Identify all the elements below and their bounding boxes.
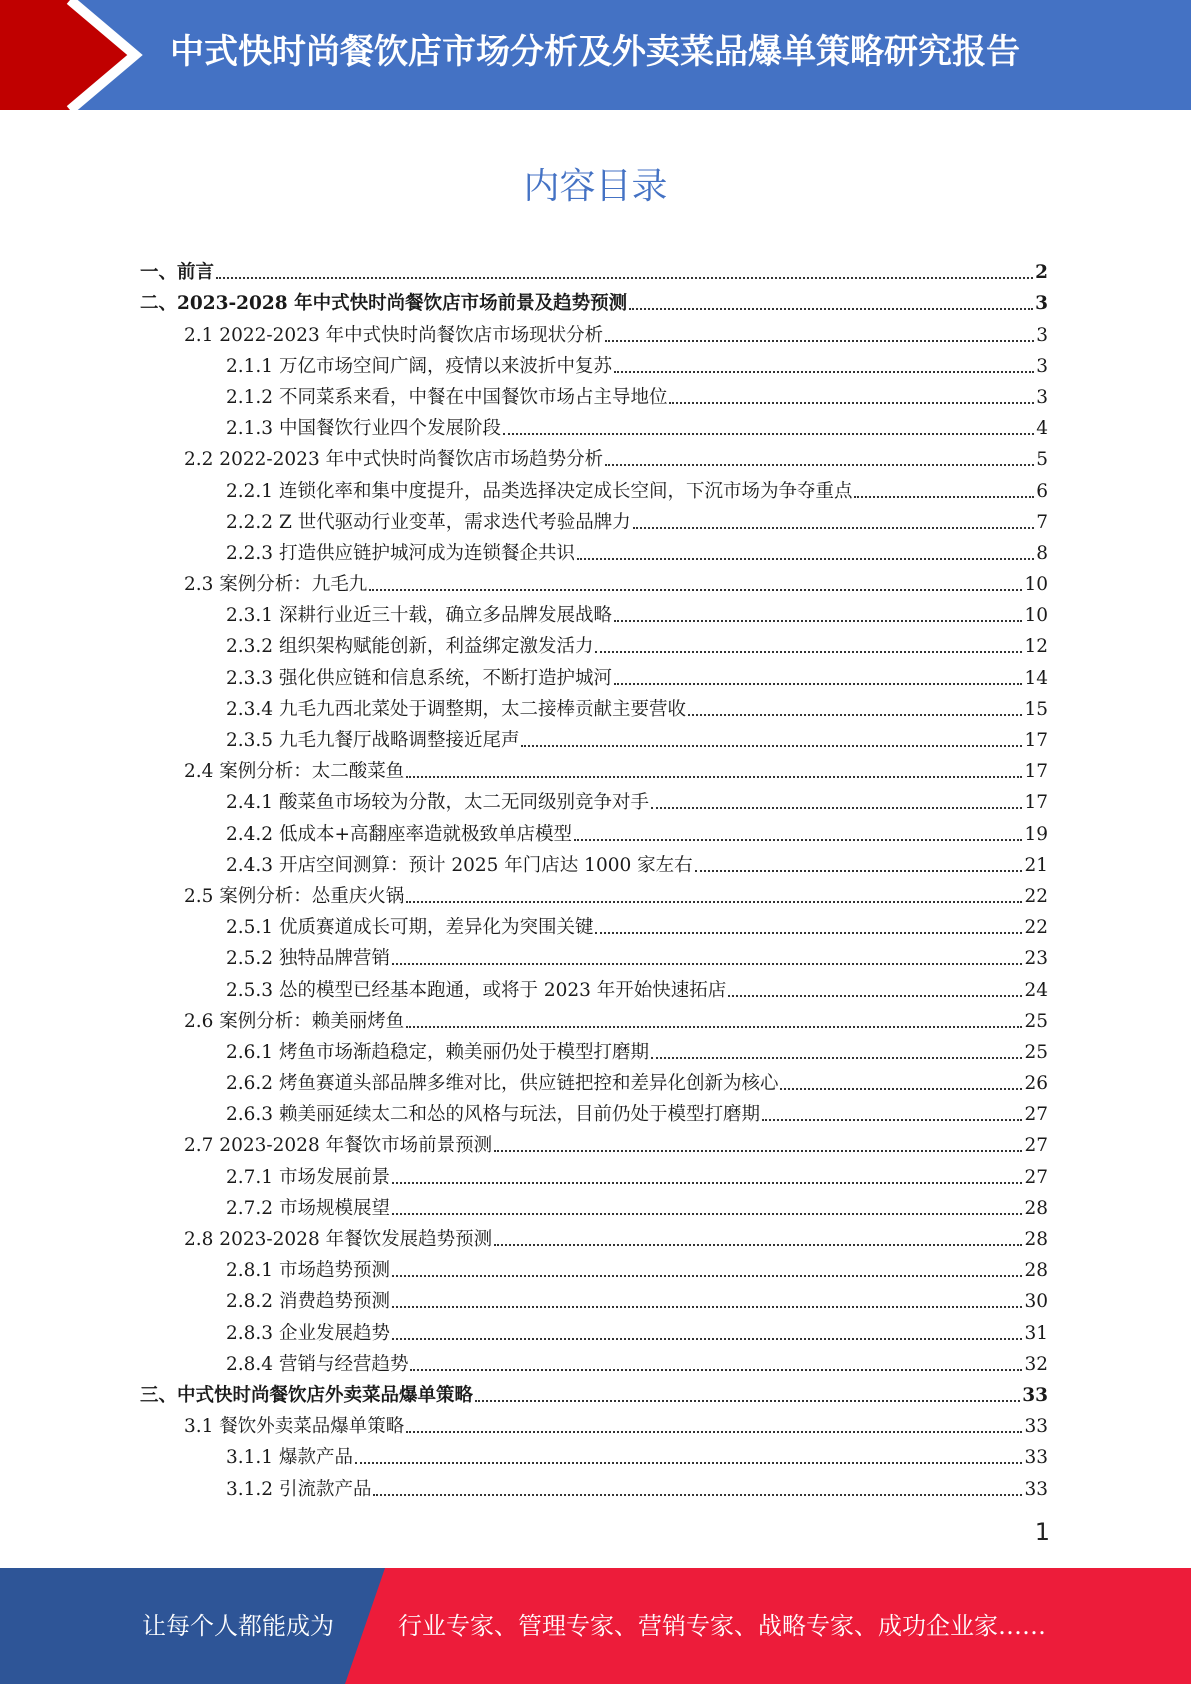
footer-slogan-left: 让每个人都能成为	[142, 1612, 334, 1640]
toc-entry[interactable]	[140, 971, 1048, 1002]
toc-entry-title: 2.3.3 强化供应链和信息系统，不断打造护城河	[226, 667, 612, 689]
toc-entry[interactable]	[140, 1470, 1048, 1501]
toc-entry-page: 27	[1024, 1104, 1048, 1126]
toc-entry[interactable]	[140, 940, 1048, 971]
toc-entry-title: 2.3.4 九毛九西北菜处于调整期，太二接棒贡献主要营收	[226, 698, 686, 720]
toc-leader-dots	[780, 1088, 1022, 1090]
toc-entry-page: 10	[1024, 574, 1048, 596]
toc-leader-dots	[577, 558, 1034, 560]
toc-entry[interactable]	[140, 1283, 1048, 1314]
toc-entry-page: 28	[1024, 1197, 1048, 1219]
toc-entry-page: 3	[1036, 324, 1048, 346]
toc-entry[interactable]	[140, 316, 1048, 347]
toc-entry[interactable]	[140, 535, 1048, 566]
toc-leader-dots	[392, 963, 1022, 965]
toc-leader-dots	[605, 340, 1034, 342]
toc-entry-title: 2.2.2 Z 世代驱动行业变革，需求迭代考验品牌力	[226, 511, 631, 533]
toc-leader-dots	[406, 901, 1022, 903]
toc-entry-title: 2.5 案例分析：怂重庆火锅	[184, 885, 405, 907]
toc-leader-dots	[410, 1369, 1022, 1371]
toc-entry[interactable]	[140, 659, 1048, 690]
toc-leader-dots	[695, 870, 1023, 872]
toc-leader-dots	[595, 932, 1022, 934]
toc-entry-title: 2.3.1 深耕行业近三十载，确立多品牌发展战略	[226, 605, 612, 627]
toc-entry[interactable]	[140, 722, 1048, 753]
toc-leader-dots	[614, 620, 1022, 622]
toc-entry-page: 28	[1024, 1229, 1048, 1250]
toc-entry-title: 3.1 餐饮外卖菜品爆单策略	[184, 1416, 405, 1438]
toc-entry-page: 4	[1036, 418, 1048, 440]
toc-entry[interactable]	[140, 628, 1048, 659]
toc-entry[interactable]	[140, 254, 1048, 285]
toc-entry[interactable]	[140, 691, 1048, 722]
toc-entry[interactable]	[140, 1346, 1048, 1377]
toc-entry[interactable]	[140, 1190, 1048, 1221]
toc-entry[interactable]	[140, 878, 1048, 909]
toc-entry[interactable]	[140, 1003, 1048, 1034]
toc-entry-page: 19	[1024, 823, 1048, 845]
toc-entry-page: 3	[1036, 386, 1048, 408]
footer-slogan-right: 行业专家、管理专家、营销专家、战略专家、成功企业家……	[398, 1612, 1046, 1640]
toc-entry[interactable]	[140, 1127, 1048, 1158]
toc-entry-page: 25	[1024, 1010, 1048, 1032]
toc-heading: 内容目录	[523, 166, 668, 207]
toc-leader-dots	[494, 1244, 1022, 1246]
toc-entry-title: 2.4.2 低成本+高翻座率造就极致单店模型	[226, 823, 572, 845]
toc-entry-page: 17	[1024, 761, 1048, 783]
toc-entry[interactable]	[140, 784, 1048, 815]
toc-leader-dots	[494, 1150, 1022, 1152]
toc-entry-title: 2.1.2 不同菜系来看，中餐在中国餐饮市场占主导地位	[226, 386, 668, 408]
toc-entry[interactable]	[140, 348, 1048, 379]
toc-leader-dots	[688, 714, 1022, 716]
toc-leader-dots	[651, 807, 1022, 809]
toc-entry-page: 30	[1024, 1291, 1048, 1313]
toc-entry[interactable]	[140, 441, 1048, 472]
toc-entry-title: 2.8.4 营销与经营趋势	[226, 1353, 409, 1375]
toc-entry-page: 5	[1036, 449, 1048, 471]
toc-entry-title: 三、中式快时尚餐饮店外卖菜品爆单策略	[140, 1384, 474, 1406]
page-number: 1	[1034, 1518, 1050, 1546]
toc-entry-page: 10	[1024, 605, 1048, 627]
toc-entry[interactable]	[140, 909, 1048, 940]
toc-entry-page: 8	[1036, 542, 1048, 564]
toc-entry[interactable]	[140, 472, 1048, 503]
toc-leader-dots	[605, 464, 1034, 466]
toc-entry-page: 33	[1024, 1447, 1048, 1469]
toc-entry-page: 22	[1024, 917, 1048, 939]
toc-entry-title: 3.1.2 引流款产品	[226, 1478, 372, 1500]
toc-entry-page: 27	[1024, 1135, 1048, 1157]
toc-leader-dots	[406, 1026, 1022, 1028]
toc-leader-dots	[633, 527, 1035, 529]
toc-entry-title: 2.3.5 九毛九餐厅战略调整接近尾声	[226, 730, 520, 751]
toc-entry-page: 12	[1024, 636, 1048, 658]
toc-entry-title: 2.4.1 酸菜鱼市场较为分散，太二无同级别竞争对手	[226, 792, 649, 814]
toc-entry-title: 2.1.3 中国餐饮行业四个发展阶段	[226, 418, 501, 440]
toc-entry-title: 2.5.1 优质赛道成长可期，差异化为突围关键	[226, 917, 594, 939]
toc-entry-title: 2.7 2023-2028 年餐饮市场前景预测	[184, 1135, 493, 1157]
toc-entry[interactable]	[140, 285, 1048, 316]
toc-entry-page: 27	[1024, 1166, 1048, 1188]
toc-entry[interactable]	[140, 1034, 1048, 1065]
toc-entry-page: 32	[1024, 1353, 1048, 1375]
toc-entry-page: 15	[1024, 698, 1048, 720]
toc-entry[interactable]	[140, 1252, 1048, 1283]
toc-leader-dots	[728, 995, 1022, 997]
toc-entry-page: 14	[1024, 667, 1048, 689]
header-banner	[0, 0, 1191, 110]
toc-leader-dots	[521, 745, 1022, 747]
toc-entry-title: 2.7.2 市场规模展望	[226, 1197, 390, 1219]
toc-entry-page: 6	[1036, 480, 1048, 502]
toc-entry[interactable]	[140, 566, 1048, 597]
toc-entry-page: 28	[1024, 1260, 1048, 1282]
toc-entry-title: 2.6.1 烤鱼市场渐趋稳定，赖美丽仍处于模型打磨期	[226, 1041, 649, 1063]
table-of-contents	[140, 254, 1048, 1502]
toc-entry[interactable]	[140, 410, 1048, 441]
toc-entry-title: 2.4 案例分析：太二酸菜鱼	[184, 761, 405, 783]
toc-leader-dots	[614, 371, 1034, 373]
toc-entry[interactable]	[140, 847, 1048, 878]
toc-entry-page: 25	[1024, 1041, 1048, 1063]
toc-leader-dots	[475, 1400, 1020, 1402]
toc-entry-page: 17	[1024, 730, 1048, 751]
toc-entry-title: 2.8.3 企业发展趋势	[226, 1322, 390, 1344]
toc-entry-title: 二、2023-2028 年中式快时尚餐饮店市场前景及趋势预测	[140, 293, 628, 315]
toc-entry-page: 24	[1024, 979, 1048, 1001]
toc-entry-title: 2.2.1 连锁化率和集中度提升，品类选择决定成长空间，下沉市场为争夺重点	[226, 480, 853, 502]
toc-entry[interactable]	[140, 504, 1048, 535]
toc-entry-title: 2.5.2 独特品牌营销	[226, 948, 390, 970]
toc-entry[interactable]	[140, 1065, 1048, 1096]
toc-leader-dots	[651, 1057, 1022, 1059]
toc-entry[interactable]	[140, 1377, 1048, 1408]
toc-entry-page: 26	[1024, 1073, 1048, 1095]
toc-entry-title: 2.6.3 赖美丽延续太二和怂的风格与玩法，目前仍处于模型打磨期	[226, 1104, 760, 1126]
toc-entry-title: 2.5.3 怂的模型已经基本跑通，或将于 2023 年开始快速拓店	[226, 979, 727, 1001]
toc-entry-page: 33	[1024, 1416, 1048, 1438]
toc-entry-title: 2.6 案例分析：赖美丽烤鱼	[184, 1010, 405, 1032]
toc-entry-page: 33	[1022, 1384, 1048, 1406]
toc-leader-dots	[406, 1431, 1022, 1433]
toc-entry[interactable]	[140, 1314, 1048, 1345]
toc-entry-page: 2	[1035, 262, 1048, 284]
toc-entry-title: 3.1.1 爆款产品	[226, 1447, 353, 1469]
toc-entry[interactable]	[140, 1221, 1048, 1252]
toc-entry[interactable]	[140, 1408, 1048, 1439]
toc-entry[interactable]	[140, 1096, 1048, 1127]
toc-entry-page: 31	[1024, 1322, 1048, 1344]
toc-entry-title: 2.8.2 消费趋势预测	[226, 1291, 390, 1313]
toc-entry-page: 22	[1024, 885, 1048, 907]
toc-entry[interactable]	[140, 815, 1048, 846]
toc-entry-page: 3	[1035, 293, 1048, 315]
toc-entry[interactable]	[140, 1439, 1048, 1470]
toc-entry-title: 一、前言	[140, 262, 215, 284]
toc-entry-title: 2.2 2022-2023 年中式快时尚餐饮店市场趋势分析	[184, 449, 604, 471]
toc-entry[interactable]	[140, 379, 1048, 410]
toc-leader-dots	[216, 277, 1033, 279]
toc-leader-dots	[762, 1119, 1022, 1121]
toc-leader-dots	[503, 433, 1034, 435]
toc-leader-dots	[854, 496, 1034, 498]
toc-leader-dots	[629, 308, 1033, 310]
toc-entry-title: 2.3 案例分析：九毛九	[184, 574, 368, 596]
toc-leader-dots	[406, 776, 1022, 778]
report-title: 中式快时尚餐饮店市场分析及外卖菜品爆单策略研究报告	[170, 32, 1020, 72]
toc-entry-page: 7	[1036, 511, 1048, 533]
toc-entry-title: 2.7.1 市场发展前景	[226, 1166, 390, 1188]
toc-leader-dots	[392, 1213, 1022, 1215]
toc-entry-title: 2.1 2022-2023 年中式快时尚餐饮店市场现状分析	[184, 324, 604, 346]
toc-leader-dots	[574, 839, 1022, 841]
footer-banner	[0, 1568, 1191, 1684]
toc-leader-dots	[614, 683, 1022, 685]
toc-leader-dots	[369, 589, 1022, 591]
toc-entry-title: 2.6.2 烤鱼赛道头部品牌多维对比，供应链把控和差异化创新为核心	[226, 1073, 779, 1095]
toc-entry-title: 2.1.1 万亿市场空间广阔，疫情以来波折中复苏	[226, 355, 612, 377]
toc-leader-dots	[392, 1306, 1022, 1308]
toc-entry-page: 23	[1024, 948, 1048, 970]
toc-leader-dots	[392, 1338, 1022, 1340]
toc-entry[interactable]	[140, 597, 1048, 628]
toc-leader-dots	[669, 402, 1034, 404]
toc-entry-page: 17	[1024, 792, 1048, 814]
toc-entry[interactable]	[140, 1158, 1048, 1189]
toc-entry-page: 33	[1024, 1478, 1048, 1500]
toc-entry-title: 2.2.3 打造供应链护城河成为连锁餐企共识	[226, 542, 575, 564]
toc-entry-title: 2.8.1 市场趋势预测	[226, 1260, 390, 1282]
toc-entry-title: 2.4.3 开店空间测算：预计 2025 年门店达 1000 家左右	[226, 854, 693, 876]
toc-entry[interactable]	[140, 753, 1048, 784]
toc-entry-page: 3	[1036, 355, 1048, 377]
toc-entry-title: 2.3.2 组织架构赋能创新，利益绑定激发活力	[226, 636, 594, 658]
toc-leader-dots	[392, 1182, 1022, 1184]
toc-entry-title: 2.8 2023-2028 年餐饮发展趋势预测	[184, 1229, 493, 1250]
toc-leader-dots	[595, 651, 1022, 653]
toc-entry-page: 21	[1024, 854, 1048, 876]
toc-leader-dots	[373, 1494, 1022, 1496]
toc-leader-dots	[392, 1275, 1022, 1277]
toc-leader-dots	[355, 1462, 1023, 1464]
